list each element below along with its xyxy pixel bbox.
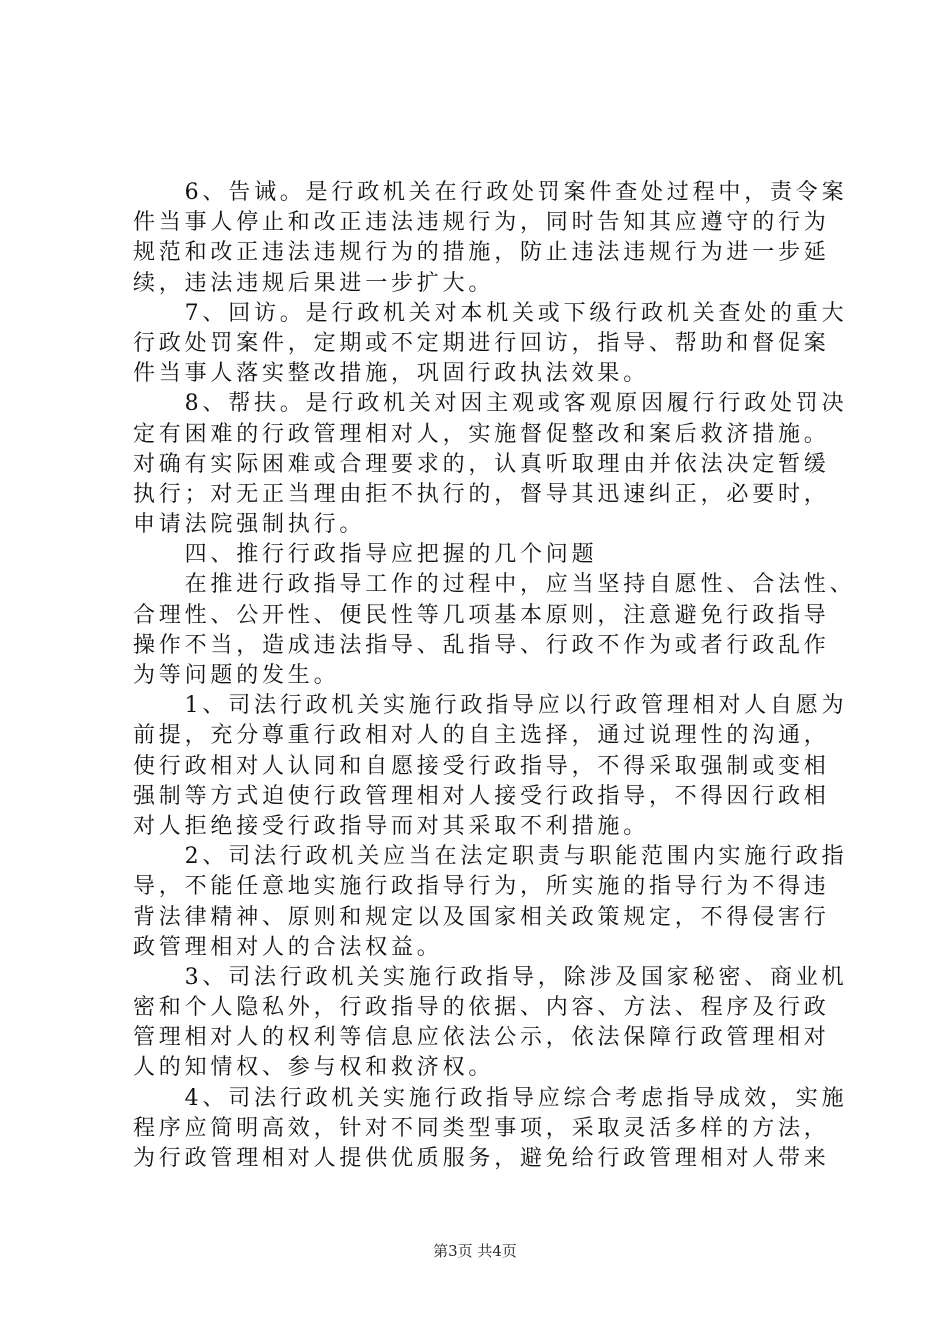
text-line: 对确有实际困难或合理要求的，认真听取理由并依法决定暂缓 <box>133 451 830 477</box>
text-line: 6、告诫。是行政机关在行政处罚案件查处过程中，责令案 <box>133 180 848 205</box>
text-line: 四、推行行政指导应把握的几个问题 <box>133 542 598 568</box>
text-line: 为行政管理相对人提供优质服务，避免给行政管理相对人带来 <box>133 1146 830 1171</box>
text-line: 人的知情权、参与权和救济权。 <box>133 1055 495 1081</box>
text-line: 申请法院强制执行。 <box>133 512 366 538</box>
text-line: 4、司法行政机关实施行政指导应综合考虑指导成效，实施 <box>133 1085 848 1111</box>
text-line: 合理性、公开性、便民性等几项基本原则，注意避免行政指导 <box>133 602 830 628</box>
text-line: 件当事人停止和改正违法违规行为，同时告知其应遵守的行为 <box>133 210 830 236</box>
text-line: 操作不当，造成违法指导、乱指导、行政不作为或者行政乱作 <box>133 632 830 658</box>
text-line: 行政处罚案件，定期或不定期进行回访，指导、帮助和督促案 <box>133 330 830 356</box>
text-line: 续，违法违规后果进一步扩大。 <box>133 270 495 296</box>
text-line: 程序应简明高效，针对不同类型事项，采取灵活多样的方法， <box>133 1115 830 1141</box>
text-line: 在推进行政指导工作的过程中，应当坚持自愿性、合法性、 <box>133 572 856 598</box>
text-line: 8、帮扶。是行政机关对因主观或客观原因履行行政处罚决 <box>133 391 848 417</box>
text-line: 7、回访。是行政机关对本机关或下级行政机关查处的重大 <box>133 300 848 326</box>
text-line: 政管理相对人的合法权益。 <box>133 934 443 960</box>
text-line: 2、司法行政机关应当在法定职责与职能范围内实施行政指 <box>133 844 848 870</box>
text-line: 1、司法行政机关实施行政指导应以行政管理相对人自愿为 <box>133 693 848 719</box>
page-footer: 第3页 共4页 <box>433 1242 517 1260</box>
text-line: 规范和改正违法违规行为的措施，防止违法违规行为进一步延 <box>133 240 830 266</box>
text-line: 对人拒绝接受行政指导而对其采取不利措施。 <box>133 813 650 839</box>
text-line: 3、司法行政机关实施行政指导，除涉及国家秘密、商业机 <box>133 964 848 990</box>
text-line: 背法律精神、原则和规定以及国家相关政策规定，不得侵害行 <box>133 904 830 930</box>
text-line: 件当事人落实整改措施，巩固行政执法效果。 <box>133 361 650 387</box>
text-line: 定有困难的行政管理相对人，实施督促整改和案后救济措施。 <box>133 421 830 447</box>
text-line: 为等问题的发生。 <box>133 663 340 688</box>
text-line: 导，不能任意地实施行政指导行为，所实施的指导行为不得违 <box>133 874 830 900</box>
text-line: 使行政相对人认同和自愿接受行政指导，不得采取强制或变相 <box>133 753 830 779</box>
document-body <box>133 178 856 1174</box>
text-line: 前提，充分尊重行政相对人的自主选择，通过说理性的沟通， <box>133 723 830 749</box>
text-line: 执行；对无正当理由拒不执行的，督导其迅速纠正，必要时， <box>133 481 830 507</box>
text-line: 管理相对人的权利等信息应依法公示，依法保障行政管理相对 <box>133 1025 830 1051</box>
text-line: 强制等方式迫使行政管理相对人接受行政指导，不得因行政相 <box>133 783 830 809</box>
text-line: 密和个人隐私外，行政指导的依据、内容、方法、程序及行政 <box>133 995 830 1021</box>
